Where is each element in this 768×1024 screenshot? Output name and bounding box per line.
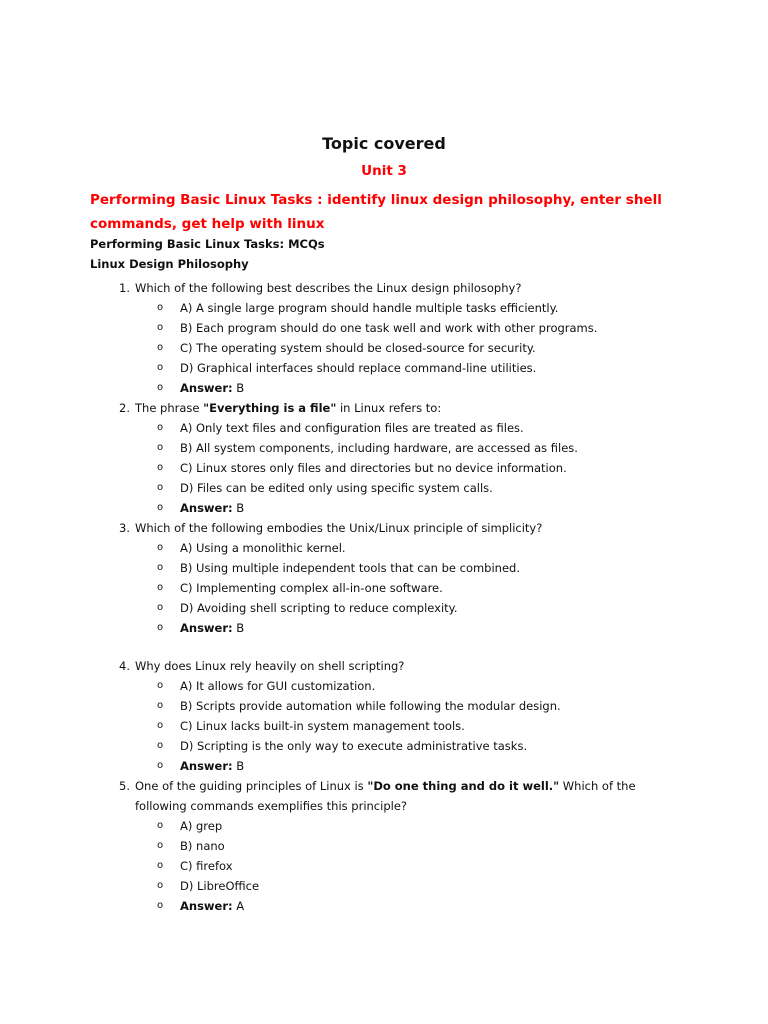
option-row [0, 696, 768, 716]
question-item [0, 518, 768, 538]
option-row [0, 458, 768, 478]
answer-text [180, 756, 244, 776]
answer-label: Answer: [180, 899, 233, 913]
answer-row [0, 498, 768, 518]
option-text: C) Linux stores only files and directories but no device information. [180, 461, 567, 475]
option-text: D) Graphical interfaces should replace command-line utilities. [180, 361, 537, 375]
answer-row [0, 896, 768, 916]
option-text: D) Files can be edited only using specific system calls. [180, 481, 493, 495]
circle-bullet-icon: o [157, 720, 164, 731]
question-emphasis: "Do one thing and do it well." [367, 779, 560, 793]
question-text-part: Which of the following commands exemplifies this principle? [135, 779, 636, 813]
question-item [0, 776, 768, 816]
question-text [135, 776, 675, 816]
answer-label: Answer: [180, 501, 233, 515]
option-text: A) Using a monolithic kernel. [180, 541, 346, 555]
question-text [135, 518, 675, 538]
option-text: C) firefox [180, 859, 233, 873]
circle-bullet-icon: o [157, 462, 164, 473]
question-number: 5. [119, 779, 130, 793]
answer-value: B [232, 381, 245, 395]
option-row [0, 598, 768, 618]
circle-bullet-icon: o [157, 820, 164, 831]
answer-label: Answer: [180, 381, 233, 395]
question-item [0, 656, 768, 676]
option-text: B) All system components, including hardware, are accessed as files. [180, 441, 578, 455]
answer-text [180, 378, 244, 398]
circle-bullet-icon: o [157, 700, 164, 711]
option-row [0, 856, 768, 876]
question-text-part: Which of the following best describes the Linux design philosophy? [135, 281, 522, 295]
question-number: 2. [119, 401, 130, 415]
blank-line [0, 638, 768, 656]
option-row [0, 358, 768, 378]
circle-bullet-icon: o [157, 342, 164, 353]
option-row [0, 478, 768, 498]
circle-bullet-icon: o [157, 302, 164, 313]
option-row [0, 538, 768, 558]
answer-text [180, 498, 244, 518]
option-row [0, 318, 768, 338]
option-text: D) LibreOffice [180, 879, 260, 893]
question-number: 4. [119, 659, 130, 673]
circle-bullet-icon: o [157, 502, 164, 513]
option-row [0, 558, 768, 578]
question-item [0, 278, 768, 298]
option-text: A) A single large program should handle multiple tasks efficiently. [180, 301, 559, 315]
answer-value: B [232, 501, 245, 515]
circle-bullet-icon: o [157, 482, 164, 493]
option-row [0, 836, 768, 856]
option-text: D) Scripting is the only way to execute administrative tasks. [180, 739, 528, 753]
circle-bullet-icon: o [157, 362, 164, 373]
section-subheading: Linux Design Philosophy [90, 257, 249, 271]
question-number: 3. [119, 521, 130, 535]
circle-bullet-icon: o [157, 740, 164, 751]
answer-label: Answer: [180, 621, 233, 635]
answer-value: A [232, 899, 245, 913]
answer-row [0, 618, 768, 638]
question-text-part: The phrase [135, 401, 204, 415]
option-text: B) Each program should do one task well and work with other programs. [180, 321, 598, 335]
option-row [0, 676, 768, 696]
option-text: B) nano [180, 839, 225, 853]
circle-bullet-icon: o [157, 582, 164, 593]
circle-bullet-icon: o [157, 840, 164, 851]
circle-bullet-icon: o [157, 542, 164, 553]
option-row [0, 816, 768, 836]
option-text: B) Scripts provide automation while following the modular design. [180, 699, 561, 713]
option-text: C) The operating system should be closed-source for security. [180, 341, 536, 355]
option-text: A) Only text files and configuration files are treated as files. [180, 421, 524, 435]
circle-bullet-icon: o [157, 602, 164, 613]
answer-text [180, 896, 244, 916]
unit-title: Unit 3 [361, 163, 407, 179]
answer-row [0, 756, 768, 776]
question-text [135, 278, 675, 298]
question-text [135, 398, 675, 418]
answer-text [180, 618, 244, 638]
circle-bullet-icon: o [157, 622, 164, 633]
option-row [0, 418, 768, 438]
option-row [0, 736, 768, 756]
page-title: Topic covered [322, 134, 446, 153]
option-row [0, 438, 768, 458]
question-emphasis: "Everything is a file" [203, 401, 337, 415]
circle-bullet-icon: o [157, 322, 164, 333]
question-text-part: One of the guiding principles of Linux is [135, 779, 368, 793]
question-text-part: Which of the following embodies the Unix/Linux principle of simplicity? [135, 521, 543, 535]
circle-bullet-icon: o [157, 562, 164, 573]
option-text: D) Avoiding shell scripting to reduce complexity. [180, 601, 458, 615]
answer-row [0, 378, 768, 398]
option-text: B) Using multiple independent tools that can be combined. [180, 561, 520, 575]
option-text: C) Linux lacks built-in system management tools. [180, 719, 465, 733]
option-row [0, 876, 768, 896]
question-text-part: Why does Linux rely heavily on shell scripting? [135, 659, 405, 673]
question-list [0, 278, 768, 916]
circle-bullet-icon: o [157, 382, 164, 393]
option-row [0, 338, 768, 358]
circle-bullet-icon: o [157, 880, 164, 891]
answer-value: B [232, 621, 245, 635]
option-text: A) grep [180, 819, 223, 833]
question-item [0, 398, 768, 418]
circle-bullet-icon: o [157, 680, 164, 691]
option-text: C) Implementing complex all-in-one software. [180, 581, 443, 595]
option-text: A) It allows for GUI customization. [180, 679, 376, 693]
circle-bullet-icon: o [157, 860, 164, 871]
option-row [0, 298, 768, 318]
question-text [135, 656, 675, 676]
option-row [0, 578, 768, 598]
question-text-part: in Linux refers to: [336, 401, 442, 415]
option-row [0, 716, 768, 736]
question-number: 1. [119, 281, 130, 295]
answer-label: Answer: [180, 759, 233, 773]
mcqs-subheading: Performing Basic Linux Tasks: MCQs [90, 237, 325, 251]
circle-bullet-icon: o [157, 900, 164, 911]
circle-bullet-icon: o [157, 760, 164, 771]
answer-value: B [232, 759, 245, 773]
circle-bullet-icon: o [157, 422, 164, 433]
circle-bullet-icon: o [157, 442, 164, 453]
topic-heading: Performing Basic Linux Tasks : identify linux design philosophy, enter shell commands, get help with linux [90, 192, 662, 232]
